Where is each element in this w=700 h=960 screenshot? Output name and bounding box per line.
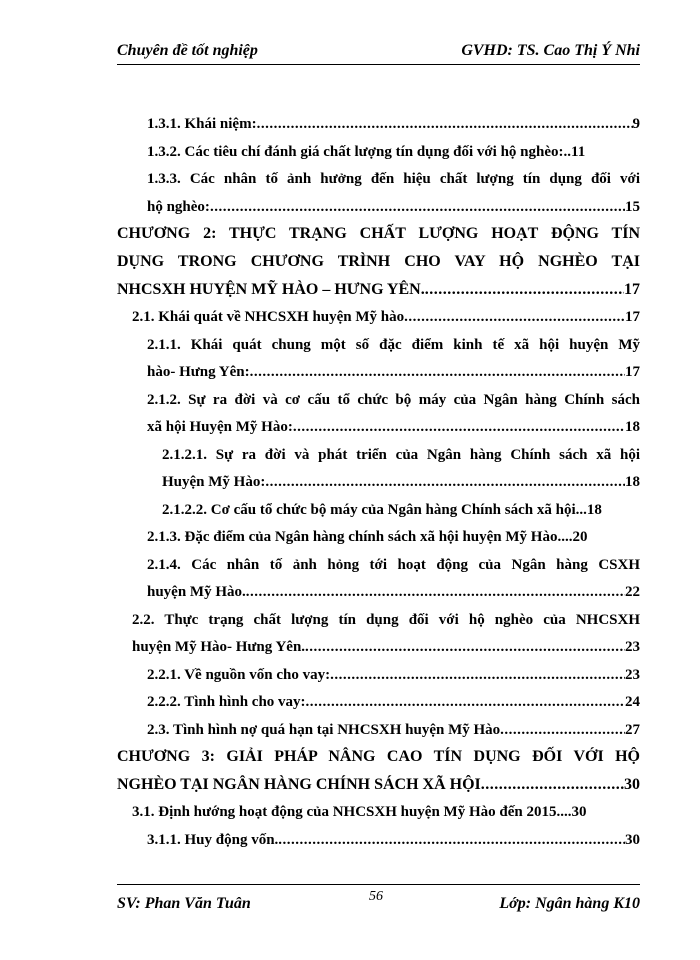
toc-entry[interactable]: hào- Hưng Yên: ..... 17	[147, 361, 640, 383]
toc-entry[interactable]: 2.1. Khái quát về NHCSXH huyện Mỹ hào ..... 17	[132, 306, 640, 328]
header-title: Chuyên đề tốt nghiệp	[117, 42, 258, 59]
footer-class: Lớp: Ngân hàng K10	[499, 895, 640, 912]
toc-entry[interactable]: huyện Mỹ Hào- Hưng Yên. ..... 23	[132, 636, 640, 658]
footer-student: SV: Phan Văn Tuân	[117, 895, 251, 912]
toc-entry[interactable]: 2.3. Tình hình nợ quá hạn tại NHCSXH huyện Mỹ Hào ..... 27	[147, 719, 640, 741]
toc-chapter[interactable]: CHƯƠNG 3: GIẢI PHÁP NÂNG CAO TÍN DỤNG ĐỐI VỚI HỘ	[117, 748, 640, 765]
toc-entry[interactable]: huyện Mỹ Hào. ..... 22	[147, 581, 640, 603]
toc-entry[interactable]: 2.1.2. Sự ra đời và cơ cấu tổ chức bộ máy của Ngân hàng Chính sách	[147, 392, 640, 408]
toc-entry[interactable]: 3.1.1. Huy động vốn. ..... 30	[147, 829, 640, 851]
toc-entry[interactable]: 2.1.2.2. Cơ cấu tổ chức bộ máy của Ngân hàng Chính sách xã hội. ..18	[162, 502, 602, 518]
toc-entry[interactable]: 2.1.3. Đặc điểm của Ngân hàng chính sách xã hội huyện Mỹ Hào ....20	[147, 529, 588, 545]
toc-chapter[interactable]: NGHÈO TẠI NGÂN HÀNG CHÍNH SÁCH XÃ HỘI ..... 30	[117, 774, 640, 796]
header-supervisor: GVHD: TS. Cao Thị Ý Nhi	[461, 42, 640, 59]
toc-chapter[interactable]: CHƯƠNG 2: THỰC TRẠNG CHẤT LƯỢNG HOẠT ĐỘNG TÍN	[117, 225, 640, 242]
toc-entry[interactable]: 2.1.2.1. Sự ra đời và phát triển của Ngân hàng Chính sách xã hội	[162, 447, 640, 463]
toc-entry[interactable]: 1.3.2. Các tiêu chí đánh giá chất lượng tín dụng đối với hộ nghèo: ..11	[147, 144, 586, 160]
toc-entry[interactable]: 2.2. Thực trạng chất lượng tín dụng đối với hộ nghèo của NHCSXH	[132, 612, 640, 628]
toc-entry[interactable]: xã hội Huyện Mỹ Hào: ..... 18	[147, 416, 640, 438]
toc-entry[interactable]: 3.1. Định hướng hoạt động của NHCSXH huyện Mỹ Hào đến 2015 ....30	[132, 804, 587, 820]
toc-entry[interactable]: 1.3.3. Các nhân tố ảnh hưởng đến hiệu chất lượng tín dụng đối với	[147, 171, 640, 187]
toc-entry[interactable]: 2.2.1. Về nguồn vốn cho vay: ..... 23	[147, 664, 640, 686]
toc-chapter[interactable]: NHCSXH HUYỆN MỸ HÀO – HƯNG YÊN. ..... 17	[117, 279, 640, 301]
page-footer	[117, 889, 640, 911]
toc-entry[interactable]: 2.1.1. Khái quát chung một số đặc điểm kinh tế xã hội huyện Mỹ	[147, 337, 640, 353]
toc-entry[interactable]: Huyện Mỹ Hào: ..... 18	[162, 471, 640, 493]
toc-entry[interactable]: 1.3.1. Khái niệm: ..... 9	[147, 113, 640, 135]
toc-entry[interactable]: 2.2.2. Tình hình cho vay: ..... 24	[147, 691, 640, 713]
footer-rule	[117, 884, 640, 885]
toc-entry[interactable]: hộ nghèo: ..... 15	[147, 196, 640, 218]
page-number: 56	[369, 889, 383, 904]
toc-entry[interactable]: 2.1.4. Các nhân tố ảnh hỏng tới hoạt động của Ngân hàng CSXH	[147, 557, 640, 573]
toc-chapter[interactable]: DỤNG TRONG CHƯƠNG TRÌNH CHO VAY HỘ NGHÈO TẠI	[117, 253, 640, 270]
